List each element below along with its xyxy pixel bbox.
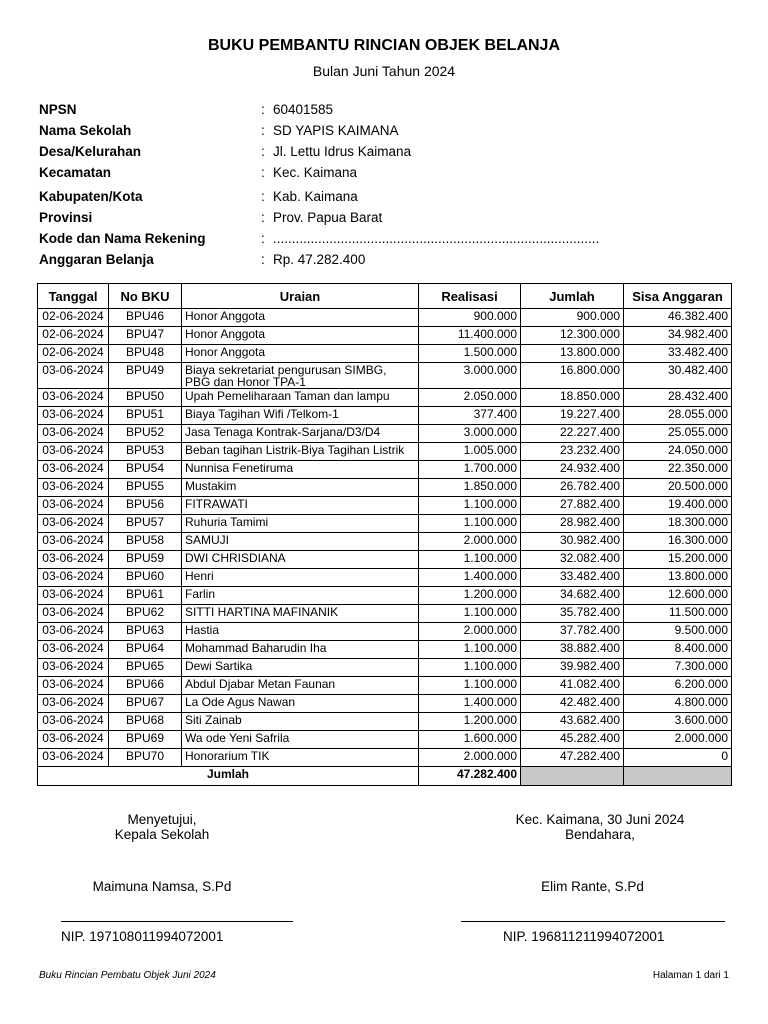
info-label: Kode dan Nama Rekening [39,231,206,246]
cell-uraian: Abdul Djabar Metan Faunan [182,677,419,695]
signature-line-right [461,921,725,922]
info-value: Rp. 47.282.400 [273,252,366,267]
cell-realisasi: 377.400 [419,407,521,425]
cell-tanggal: 03-06-2024 [38,551,109,569]
column-header-tanggal: Tanggal [38,284,109,309]
cell-jumlah: 27.882.400 [521,497,624,515]
info-label: Kabupaten/Kota [39,189,143,204]
table-row [38,461,732,479]
approver-nip: NIP. 197108011994072001 [61,929,224,944]
cell-no-bku: BPU68 [109,713,182,731]
table-row [38,749,732,767]
cell-realisasi: 1.200.000 [419,587,521,605]
cell-no-bku: BPU58 [109,533,182,551]
info-label: Anggaran Belanja [39,252,154,267]
cell-realisasi: 1.500.000 [419,345,521,363]
cell-no-bku: BPU60 [109,569,182,587]
cell-uraian: Honor Anggota [182,345,419,363]
cell-uraian: La Ode Agus Nawan [182,695,419,713]
cell-jumlah: 22.227.400 [521,425,624,443]
table-row [38,407,732,425]
cell-uraian: Honorarium TIK [182,749,419,767]
total-label: Jumlah [38,767,419,786]
info-colon: : [261,102,265,117]
cell-sisa-anggaran: 22.350.000 [624,461,732,479]
cell-uraian: Mustakim [182,479,419,497]
approval-text: Menyetujui, [127,812,197,827]
cell-sisa-anggaran: 30.482.400 [624,363,732,389]
column-header-realisasi: Realisasi [419,284,521,309]
cell-sisa-anggaran: 6.200.000 [624,677,732,695]
cell-jumlah: 42.482.400 [521,695,624,713]
total-row [38,767,732,786]
cell-no-bku: BPU62 [109,605,182,623]
cell-jumlah: 37.782.400 [521,623,624,641]
cell-no-bku: BPU64 [109,641,182,659]
info-label: NPSN [39,102,77,117]
cell-uraian: Mohammad Baharudin Iha [182,641,419,659]
cell-sisa-anggaran: 34.982.400 [624,327,732,345]
table-row [38,569,732,587]
cell-no-bku: BPU66 [109,677,182,695]
cell-realisasi: 3.000.000 [419,363,521,389]
cell-no-bku: BPU53 [109,443,182,461]
cell-tanggal: 03-06-2024 [38,363,109,389]
cell-no-bku: BPU57 [109,515,182,533]
cell-jumlah: 12.300.000 [521,327,624,345]
cell-realisasi: 1.400.000 [419,569,521,587]
table-row [38,363,732,389]
cell-no-bku: BPU69 [109,731,182,749]
cell-jumlah: 26.782.400 [521,479,624,497]
signature-left [62,812,262,842]
cell-jumlah: 16.800.000 [521,363,624,389]
signature-right [490,812,710,842]
cell-tanggal: 03-06-2024 [38,533,109,551]
info-label: Nama Sekolah [39,123,132,138]
cell-no-bku: BPU52 [109,425,182,443]
cell-tanggal: 03-06-2024 [38,587,109,605]
cell-no-bku: BPU56 [109,497,182,515]
info-value: SD YAPIS KAIMANA [273,123,399,138]
info-value: Jl. Lettu Idrus Kaimana [273,144,412,159]
info-value: ....................................................................................... [273,231,600,246]
cell-sisa-anggaran: 13.800.000 [624,569,732,587]
cell-sisa-anggaran: 24.050.000 [624,443,732,461]
cell-no-bku: BPU49 [109,363,182,389]
table-header-row [38,284,732,309]
cell-sisa-anggaran: 7.300.000 [624,659,732,677]
cell-jumlah: 13.800.000 [521,345,624,363]
approver-title: Kepala Sekolah [114,827,210,842]
cell-jumlah: 18.850.000 [521,389,624,407]
cell-tanggal: 02-06-2024 [38,327,109,345]
cell-sisa-anggaran: 2.000.000 [624,731,732,749]
table-row [38,695,732,713]
info-row-nama-sekolah [39,120,739,141]
table-row [38,623,732,641]
treasurer-nip: NIP. 196811211994072001 [503,929,665,944]
info-row-kabupaten [39,186,739,207]
info-value: Prov. Papua Barat [273,210,383,225]
cell-realisasi: 1.100.000 [419,641,521,659]
footer-document-name: Buku Rincian Pembatu Objek Juni 2024 [39,970,216,981]
cell-uraian: DWI CHRISDIANA [182,551,419,569]
cell-uraian: Hastia [182,623,419,641]
cell-tanggal: 03-06-2024 [38,479,109,497]
table-row [38,309,732,327]
document-title: BUKU PEMBANTU RINCIAN OBJEK BELANJA [207,37,560,54]
cell-jumlah: 35.782.400 [521,605,624,623]
cell-no-bku: BPU54 [109,461,182,479]
cell-uraian: Beban tagihan Listrik-Biya Tagihan Listrik [182,443,419,461]
cell-realisasi: 3.000.000 [419,425,521,443]
cell-jumlah: 30.982.400 [521,533,624,551]
cell-tanggal: 03-06-2024 [38,515,109,533]
cell-realisasi: 1.850.000 [419,479,521,497]
cell-no-bku: BPU65 [109,659,182,677]
column-header-sisa-anggaran: Sisa Anggaran [624,284,732,309]
total-sisa-shaded [624,767,732,786]
info-value: Kec. Kaimana [273,165,358,180]
cell-jumlah: 45.282.400 [521,731,624,749]
cell-jumlah: 41.082.400 [521,677,624,695]
info-block [39,99,739,270]
cell-realisasi: 1.700.000 [419,461,521,479]
cell-realisasi: 1.100.000 [419,497,521,515]
cell-realisasi: 1.400.000 [419,695,521,713]
table-row [38,587,732,605]
table-row [38,551,732,569]
table-row [38,713,732,731]
cell-sisa-anggaran: 15.200.000 [624,551,732,569]
cell-tanggal: 03-06-2024 [38,605,109,623]
info-value: 60401585 [273,102,334,117]
cell-uraian: Biaya sekretariat pengurusan SIMBG, PBG dan Honor TPA-1 [182,363,419,389]
cell-sisa-anggaran: 28.432.400 [624,389,732,407]
cell-tanggal: 03-06-2024 [38,677,109,695]
info-label: Kecamatan [39,165,112,180]
cell-realisasi: 1.100.000 [419,515,521,533]
cell-uraian: Upah Pemeliharaan Taman dan lampu [182,389,419,407]
cell-no-bku: BPU67 [109,695,182,713]
cell-uraian: Honor Anggota [182,309,419,327]
cell-realisasi: 1.100.000 [419,659,521,677]
cell-no-bku: BPU50 [109,389,182,407]
cell-tanggal: 03-06-2024 [38,731,109,749]
table-row [38,497,732,515]
cell-realisasi: 1.200.000 [419,713,521,731]
cell-jumlah: 23.232.400 [521,443,624,461]
info-row-kecamatan [39,162,739,183]
info-row-desa [39,141,739,162]
cell-no-bku: BPU46 [109,309,182,327]
cell-uraian: Honor Anggota [182,327,419,345]
document-subtitle: Bulan Juni Tahun 2024 [312,63,456,79]
cell-realisasi: 2.000.000 [419,533,521,551]
table-row [38,731,732,749]
cell-realisasi: 1.100.000 [419,605,521,623]
cell-no-bku: BPU59 [109,551,182,569]
treasurer-title: Bendahara, [565,827,635,842]
column-header-no-bku: No BKU [109,284,182,309]
cell-jumlah: 34.682.400 [521,587,624,605]
info-colon: : [261,165,265,180]
cell-jumlah: 39.982.400 [521,659,624,677]
column-header-jumlah: Jumlah [521,284,624,309]
cell-tanggal: 03-06-2024 [38,659,109,677]
cell-sisa-anggaran: 4.800.000 [624,695,732,713]
cell-sisa-anggaran: 33.482.400 [624,345,732,363]
cell-tanggal: 03-06-2024 [38,461,109,479]
cell-realisasi: 2.050.000 [419,389,521,407]
cell-uraian: SAMUJI [182,533,419,551]
cell-uraian: Farlin [182,587,419,605]
cell-uraian: Ruhuria Tamimi [182,515,419,533]
cell-tanggal: 03-06-2024 [38,569,109,587]
info-row-provinsi [39,207,739,228]
cell-realisasi: 1.005.000 [419,443,521,461]
cell-uraian: SITTI HARTINA MAFINANIK [182,605,419,623]
cell-jumlah: 19.227.400 [521,407,624,425]
cell-realisasi: 900.000 [419,309,521,327]
signature-line-left [61,921,293,922]
info-value: Kab. Kaimana [273,189,358,204]
cell-sisa-anggaran: 18.300.000 [624,515,732,533]
cell-realisasi: 1.600.000 [419,731,521,749]
cell-realisasi: 2.000.000 [419,749,521,767]
info-row-npsn [39,99,739,120]
cell-sisa-anggaran: 20.500.000 [624,479,732,497]
place-date: Kec. Kaimana, 30 Juni 2024 [515,812,685,827]
cell-tanggal: 02-06-2024 [38,309,109,327]
cell-sisa-anggaran: 3.600.000 [624,713,732,731]
cell-tanggal: 03-06-2024 [38,425,109,443]
cell-sisa-anggaran: 28.055.000 [624,407,732,425]
cell-realisasi: 2.000.000 [419,623,521,641]
cell-tanggal: 02-06-2024 [38,345,109,363]
info-colon: : [261,210,265,225]
table-row [38,345,732,363]
total-realisasi: 47.282.400 [419,767,521,786]
table-row [38,443,732,461]
info-colon: : [261,123,265,138]
cell-sisa-anggaran: 19.400.000 [624,497,732,515]
table-row [38,515,732,533]
info-colon: : [261,189,265,204]
cell-tanggal: 03-06-2024 [38,623,109,641]
info-label: Provinsi [39,210,93,225]
cell-tanggal: 03-06-2024 [38,749,109,767]
cell-jumlah: 38.882.400 [521,641,624,659]
cell-no-bku: BPU55 [109,479,182,497]
treasurer-name: Elim Rante, S.Pd [541,879,644,894]
cell-jumlah: 28.982.400 [521,515,624,533]
cell-realisasi: 11.400.000 [419,327,521,345]
cell-tanggal: 03-06-2024 [38,389,109,407]
cell-uraian: Nunnisa Fenetiruma [182,461,419,479]
cell-tanggal: 03-06-2024 [38,695,109,713]
cell-jumlah: 32.082.400 [521,551,624,569]
table-row [38,659,732,677]
cell-jumlah: 47.282.400 [521,749,624,767]
footer-page-number: Halaman 1 dari 1 [652,970,729,981]
cell-sisa-anggaran: 16.300.000 [624,533,732,551]
cell-no-bku: BPU48 [109,345,182,363]
cell-jumlah: 24.932.400 [521,461,624,479]
cell-jumlah: 900.000 [521,309,624,327]
table-row [38,479,732,497]
cell-no-bku: BPU70 [109,749,182,767]
table-row [38,605,732,623]
info-row-rekening [39,228,739,249]
cell-no-bku: BPU51 [109,407,182,425]
approver-name: Maimuna Namsa, S.Pd [92,879,232,894]
cell-uraian: Siti Zainab [182,713,419,731]
cell-realisasi: 1.100.000 [419,677,521,695]
cell-sisa-anggaran: 11.500.000 [624,605,732,623]
cell-no-bku: BPU63 [109,623,182,641]
info-colon: : [261,231,265,246]
cell-sisa-anggaran: 8.400.000 [624,641,732,659]
cell-no-bku: BPU61 [109,587,182,605]
cell-tanggal: 03-06-2024 [38,497,109,515]
table-row [38,677,732,695]
cell-uraian: Biaya Tagihan Wifi /Telkom-1 [182,407,419,425]
cell-tanggal: 03-06-2024 [38,443,109,461]
ledger-body [38,309,732,767]
column-header-uraian: Uraian [182,284,419,309]
cell-tanggal: 03-06-2024 [38,713,109,731]
cell-sisa-anggaran: 9.500.000 [624,623,732,641]
cell-sisa-anggaran: 12.600.000 [624,587,732,605]
cell-tanggal: 03-06-2024 [38,407,109,425]
cell-no-bku: BPU47 [109,327,182,345]
cell-uraian: Wa ode Yeni Safrila [182,731,419,749]
total-jumlah-shaded [521,767,624,786]
cell-uraian: Dewi Sartika [182,659,419,677]
info-row-anggaran [39,249,739,270]
cell-uraian: Jasa Tenaga Kontrak-Sarjana/D3/D4 [182,425,419,443]
table-row [38,533,732,551]
cell-realisasi: 1.100.000 [419,551,521,569]
table-row [38,641,732,659]
cell-tanggal: 03-06-2024 [38,641,109,659]
cell-sisa-anggaran: 25.055.000 [624,425,732,443]
info-colon: : [261,144,265,159]
cell-sisa-anggaran: 46.382.400 [624,309,732,327]
cell-jumlah: 33.482.400 [521,569,624,587]
info-label: Desa/Kelurahan [39,144,142,159]
cell-uraian: FITRAWATI [182,497,419,515]
ledger-table [37,283,732,786]
table-row [38,327,732,345]
cell-jumlah: 43.682.400 [521,713,624,731]
cell-sisa-anggaran: 0 [624,749,732,767]
cell-uraian: Henri [182,569,419,587]
table-row [38,425,732,443]
info-colon: : [261,252,265,267]
table-row [38,389,732,407]
